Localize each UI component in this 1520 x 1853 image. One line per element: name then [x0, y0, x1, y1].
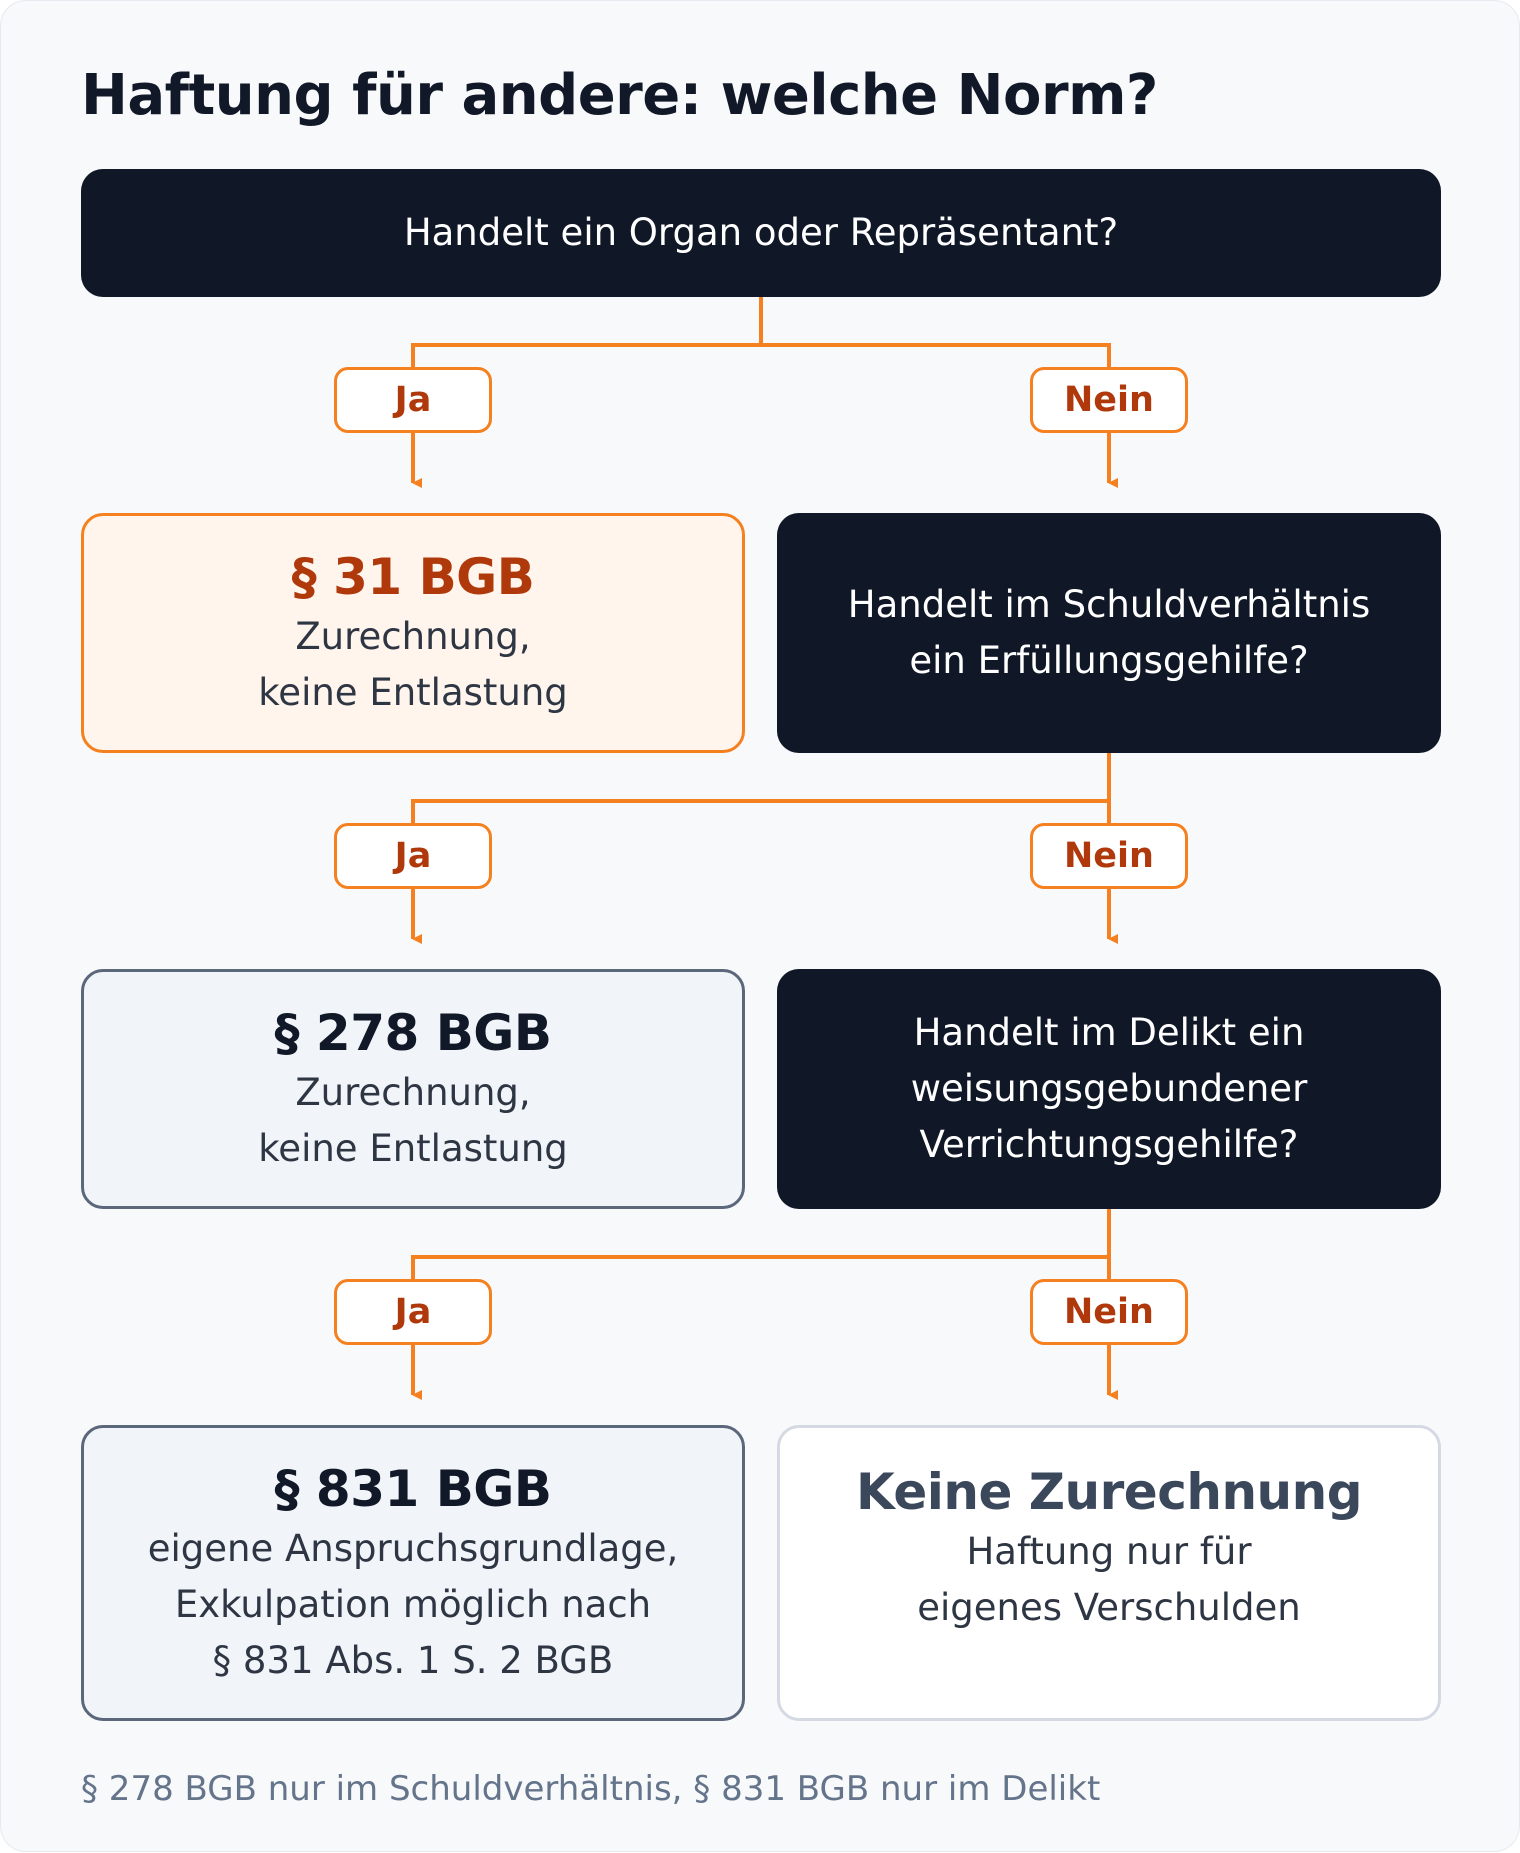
- result-line: eigene Anspruchsgrundlage,: [147, 1527, 679, 1570]
- result-title: § 31 BGB: [291, 548, 535, 606]
- branch-label-yes: Ja: [334, 1279, 492, 1345]
- result-278-bgb: [81, 969, 745, 1209]
- question-verrichtungsgehilfe: [777, 969, 1441, 1209]
- result-line: Zurechnung,: [295, 1071, 531, 1114]
- result-31-bgb: [81, 513, 745, 753]
- question-line: Handelt ein Organ oder Repräsentant?: [403, 211, 1119, 254]
- question-line: ein Erfüllungsgehilfe?: [909, 639, 1309, 682]
- question-line: weisungsgebundener: [910, 1067, 1308, 1110]
- result-line: Haftung nur für: [966, 1530, 1252, 1573]
- question-line: Verrichtungsgehilfe?: [919, 1123, 1299, 1166]
- footnote: § 278 BGB nur im Schuldverhältnis, § 831 BGB nur im Delikt: [81, 1769, 1101, 1809]
- connector-q2-split: [413, 753, 1109, 801]
- branch-label-no: Nein: [1030, 1279, 1188, 1345]
- result-line: Zurechnung,: [295, 615, 531, 658]
- result-line: Exkulpation möglich nach: [174, 1583, 652, 1626]
- result-line: eigenes Verschulden: [917, 1586, 1301, 1629]
- branch-label-yes: Ja: [334, 823, 492, 889]
- connector-q3-split: [413, 1209, 1109, 1257]
- result-title: § 831 BGB: [274, 1460, 552, 1518]
- question-erfuellungsgehilfe: [777, 513, 1441, 753]
- question-line: Handelt im Delikt ein: [913, 1011, 1305, 1054]
- branch-label-no: Nein: [1030, 823, 1188, 889]
- result-title: § 278 BGB: [274, 1004, 552, 1062]
- branch-label-yes: Ja: [334, 367, 492, 433]
- result-keine-zurechnung: [777, 1425, 1441, 1721]
- result-831-bgb: [81, 1425, 745, 1721]
- question-organ: [81, 169, 1441, 297]
- result-line: § 831 Abs. 1 S. 2 BGB: [212, 1639, 614, 1682]
- result-title: Keine Zurechnung: [855, 1463, 1363, 1521]
- question-line: Handelt im Schuldverhältnis: [847, 583, 1371, 626]
- result-line: keine Entlastung: [258, 671, 568, 714]
- connector-q1-split: [413, 297, 1109, 345]
- branch-label-no: Nein: [1030, 367, 1188, 433]
- result-line: keine Entlastung: [258, 1127, 568, 1170]
- diagram-title: Haftung für andere: welche Norm?: [81, 63, 1158, 128]
